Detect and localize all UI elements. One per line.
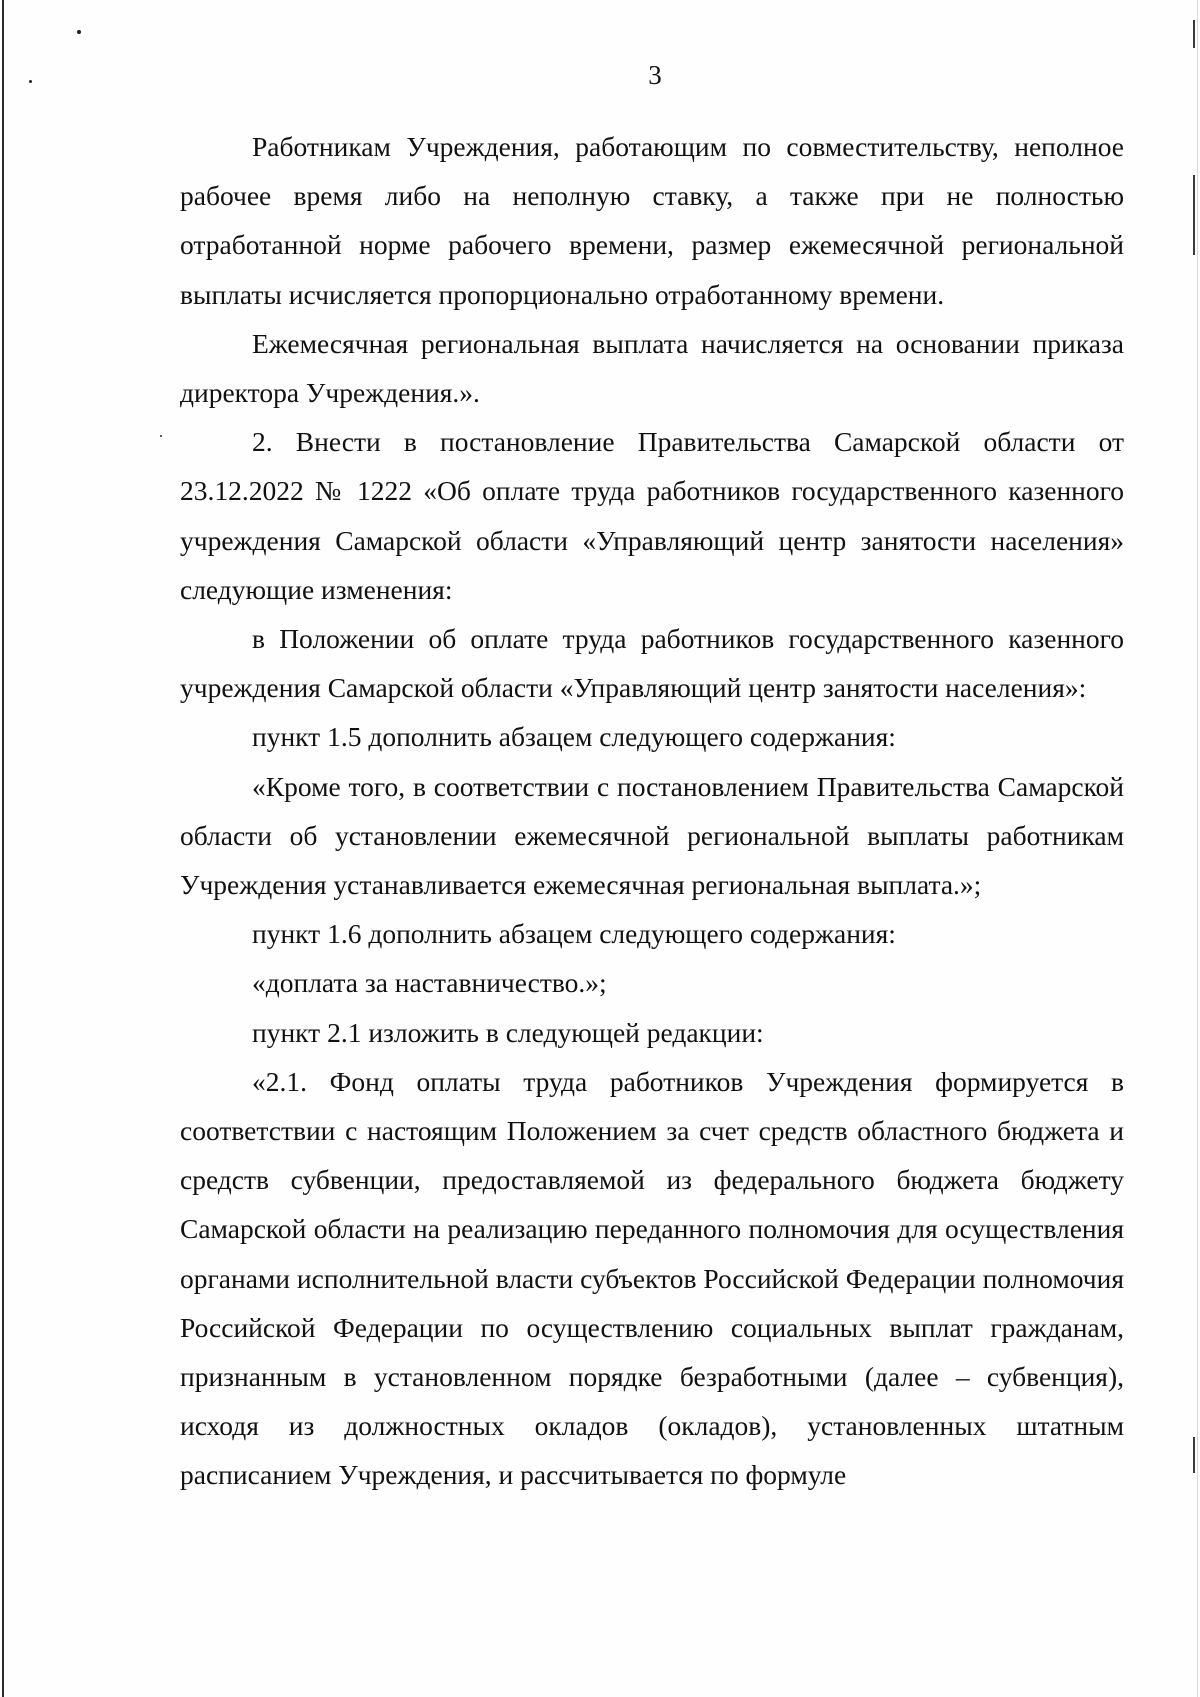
scan-speck [160,435,162,437]
paragraph-regulation-reference: в Положении об оплате труда работников государственного казенного учреждения Самарской области «Управляющий центр занятости населения»: [180,623,1124,704]
scan-speck [77,30,81,34]
paragraph-item-1-5-text: «Кроме того, в соответствии с постановлением Правительства Самарской области об установлении ежемесячной региональной выплаты работникам Учреждения устанавливается ежемесячная региональная выплата.»; [180,770,1124,901]
paragraph-payment-order: Ежемесячная региональная выплата начисляется на основании приказа директора Учреждения.». [180,327,1124,409]
scan-margin-mark [1193,1437,1195,1473]
page-number: 3 [648,60,662,90]
scan-margin-mark [1193,175,1195,255]
paragraph-item-2-1: пункт 2.1 изложить в следующей редакции: [252,1016,764,1048]
paragraph-part-time-workers: Работникам Учреждения, работающим по совместительству, неполное рабочее время либо на неполную ставку, а также при не полностью отработанной норме рабочего времени, размер ежемесячной региональной выплаты исчисляется пропорционально отработанному времени. [180,131,1124,310]
paragraph-amendment-2: 2. Внести в постановление Правительства Самарской области от 23.12.2022 № 1222 «Об оплате труда работников государственного казенного учреждения Самарской области «Управляющий центр занятости населения» следующие изменения: [180,426,1124,605]
document-body [180,122,1124,1500]
paragraph-item-1-6: пункт 1.6 дополнить абзацем следующего содержания: [252,918,896,950]
paragraph-item-2-1-text: «2.1. Фонд оплаты труда работников Учреждения формируется в соответствии с настоящим Положением за счет средств областного бюджета и средств субвенции, предоставляемой из федерального бюджета бюджету Самарской области на реализацию переданного полномочия для осуществления органами исполнительной власти субъектов Российской Федерации полномочия Российской Федерации по осуществлению социальных выплат гражданам, признанным в установленном порядке безработными (далее – субвенция), исходя из должностных окладов (окладов), установленных штатным расписанием Учреждения, и рассчитывается по формуле [180,1065,1124,1491]
scan-left-edge [2,0,4,1697]
paragraph-item-1-6-text: «доплата за наставничество.»; [252,967,607,999]
scan-margin-mark [1193,20,1195,48]
paragraph-item-1-5: пункт 1.5 дополнить абзацем следующего содержания: [252,721,896,753]
scan-right-edge [1197,0,1198,1697]
